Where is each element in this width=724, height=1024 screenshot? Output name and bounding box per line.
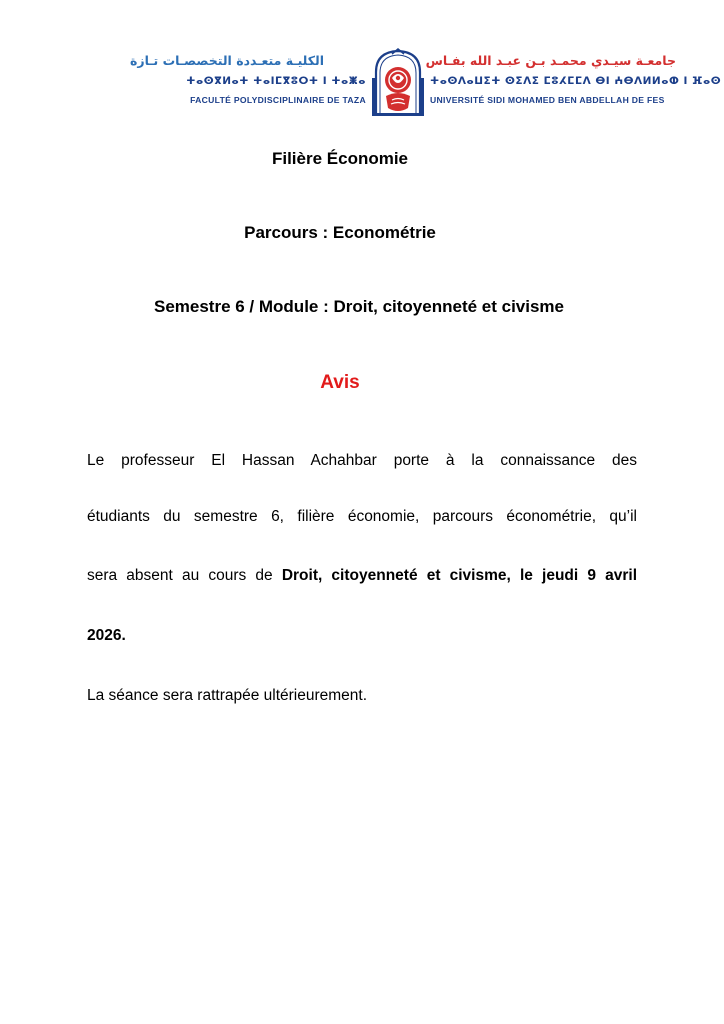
university-header [425, 52, 722, 106]
faculty-name-arabic: الكليـة متعـددة التخصصـات تـازة [130, 53, 325, 68]
track-title: Parcours : Econométrie [244, 223, 436, 242]
notice-line-3-text: sera absent au cours de [87, 567, 282, 584]
university-emblem-icon [370, 48, 426, 118]
letterhead [130, 52, 722, 122]
university-name-arabic: جامعـة سيـدي محمـد بـن عبـد الله بفـاس [425, 53, 676, 68]
notice-date-year: 2026. [87, 627, 126, 644]
university-name-tifinagh: ⵜⴰⵙⴷⴰⵡⵉⵜ ⵙⵉⴷⵉ ⵎⵓⵃⵎⵎⴷ ⴱⵏ ⵄⴱⴷⵍⵍⴰⵀ ⵏ ⴼⴰⵙ [430, 75, 722, 87]
faculty-name-latin: FACULTÉ POLYDISCIPLINAIRE DE TAZA [190, 95, 366, 105]
faculty-name-tifinagh: ⵜⴰⵙⴳⵍⴰⵜ ⵜⴰⵏⵎⴳⵓⵔⵜ ⵏ ⵜⴰⵥⴰ [186, 75, 366, 87]
notice-line-2: étudiants du semestre 6, filière économie, parcours économétrie, qu’il [87, 508, 637, 525]
notice-line-1: Le professeur El Hassan Achahbar porte à la connaissance des [87, 452, 637, 469]
notice-line-5: La séance sera rattrapée ultérieurement. [87, 687, 368, 704]
notice-line-4 [87, 626, 637, 646]
notice-line-3 [87, 566, 637, 586]
university-name-latin: UNIVERSITÉ SIDI MOHAMED BEN ABDELLAH DE FES [430, 95, 665, 105]
program-title: Filière Économie [271, 149, 409, 168]
faculty-header [130, 52, 366, 106]
module-title: Semestre 6 / Module : Droit, citoyenneté et civisme [153, 297, 565, 316]
notice-line-3-bold: Droit, citoyenneté et civisme, le jeudi 9 avril [281, 567, 637, 584]
notice-heading: Avis [320, 372, 360, 393]
